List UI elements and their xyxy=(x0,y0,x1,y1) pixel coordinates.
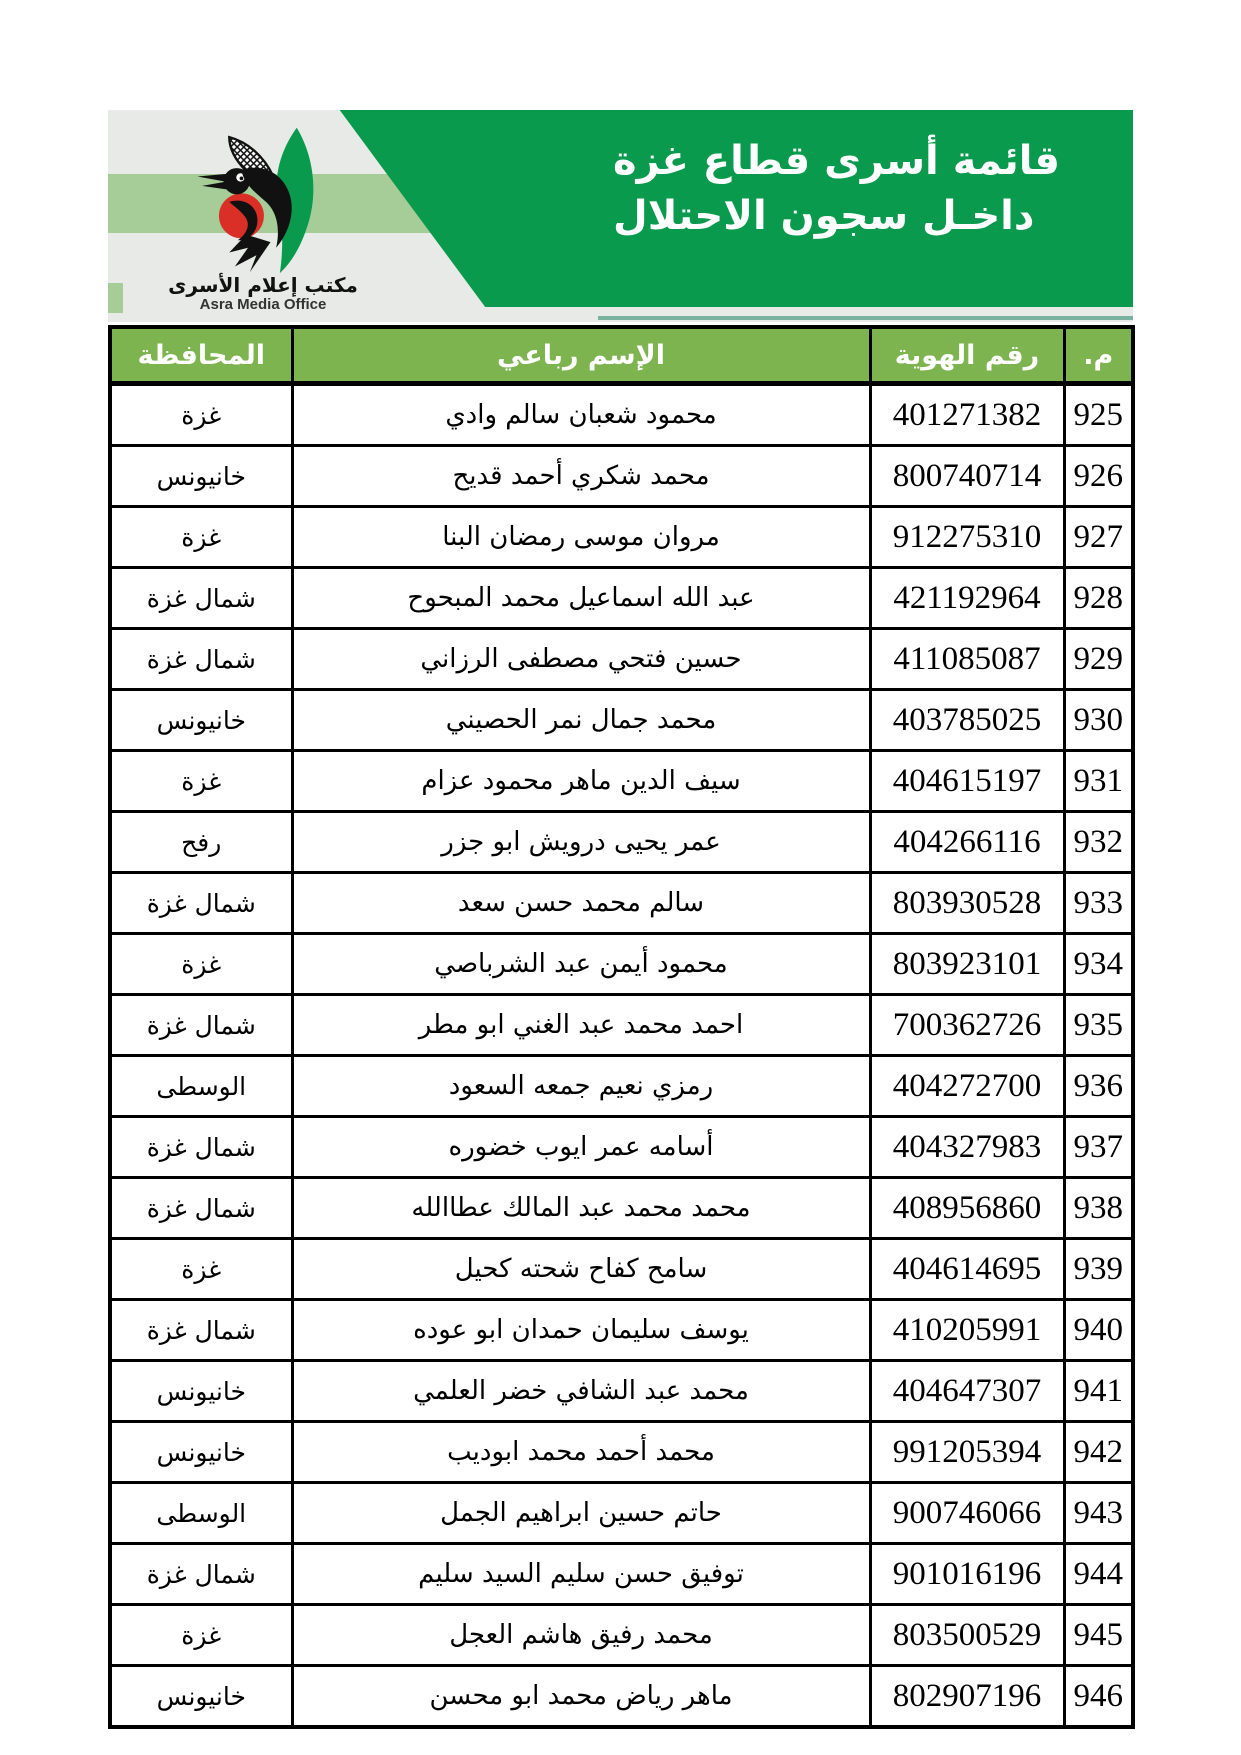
row-name-cell: سيف الدين ماهر محمود عزام xyxy=(292,751,870,812)
prisoners-table-container xyxy=(108,325,1131,1729)
row-name-cell: حسين فتحي مصطفى الرزاني xyxy=(292,629,870,690)
teal-accent-line xyxy=(598,316,1133,320)
table-row xyxy=(110,995,1133,1056)
green-corner-tab xyxy=(108,283,123,313)
row-governorate-cell: رفح xyxy=(110,812,292,873)
row-governorate-cell: شمال غزة xyxy=(110,1300,292,1361)
row-governorate-cell: غزة xyxy=(110,751,292,812)
row-id-number-cell: 900746066 xyxy=(870,1483,1064,1544)
row-name-cell: محمد محمد عبد المالك عطاالله xyxy=(292,1178,870,1239)
row-index-cell: 939 xyxy=(1064,1239,1133,1300)
row-id-number-cell: 901016196 xyxy=(870,1544,1064,1605)
table-row xyxy=(110,690,1133,751)
row-name-cell: محمود أيمن عبد الشرباصي xyxy=(292,934,870,995)
row-id-number-cell: 404615197 xyxy=(870,751,1064,812)
row-id-number-cell: 802907196 xyxy=(870,1666,1064,1728)
row-governorate-cell: غزة xyxy=(110,384,292,446)
row-index-cell: 936 xyxy=(1064,1056,1133,1117)
table-row xyxy=(110,1605,1133,1666)
row-id-number-cell: 803923101 xyxy=(870,934,1064,995)
row-id-number-cell: 401271382 xyxy=(870,384,1064,446)
row-id-number-cell: 421192964 xyxy=(870,568,1064,629)
row-name-cell: عبد الله اسماعيل محمد المبحوح xyxy=(292,568,870,629)
header-banner xyxy=(108,110,1133,322)
row-id-number-cell: 991205394 xyxy=(870,1422,1064,1483)
row-governorate-cell: خانيونس xyxy=(110,446,292,507)
table-row xyxy=(110,384,1133,446)
row-governorate-cell: غزة xyxy=(110,507,292,568)
col-header-full-name: الإسم رباعي xyxy=(292,327,870,384)
asra-media-office-logo xyxy=(148,124,378,320)
table-row xyxy=(110,1056,1133,1117)
row-governorate-cell: شمال غزة xyxy=(110,1544,292,1605)
row-governorate-cell: الوسطى xyxy=(110,1056,292,1117)
table-row xyxy=(110,446,1133,507)
row-id-number-cell: 800740714 xyxy=(870,446,1064,507)
row-index-cell: 932 xyxy=(1064,812,1133,873)
table-header-row xyxy=(110,327,1133,384)
row-id-number-cell: 803930528 xyxy=(870,873,1064,934)
row-name-cell: محمود شعبان سالم وادي xyxy=(292,384,870,446)
row-name-cell: أسامه عمر ايوب خضوره xyxy=(292,1117,870,1178)
row-index-cell: 940 xyxy=(1064,1300,1133,1361)
table-row xyxy=(110,1666,1133,1728)
row-name-cell: ماهر رياض محمد ابو محسن xyxy=(292,1666,870,1728)
row-name-cell: يوسف سليمان حمدان ابو عوده xyxy=(292,1300,870,1361)
row-index-cell: 941 xyxy=(1064,1361,1133,1422)
bird-logo-icon xyxy=(188,124,338,274)
row-index-cell: 935 xyxy=(1064,995,1133,1056)
col-header-governorate: المحافظة xyxy=(110,327,292,384)
row-id-number-cell: 410205991 xyxy=(870,1300,1064,1361)
col-header-id-number: رقم الهوية xyxy=(870,327,1064,384)
row-id-number-cell: 912275310 xyxy=(870,507,1064,568)
row-index-cell: 937 xyxy=(1064,1117,1133,1178)
row-index-cell: 928 xyxy=(1064,568,1133,629)
logo-english-name: Asra Media Office xyxy=(199,296,327,313)
table-row xyxy=(110,1239,1133,1300)
row-name-cell: توفيق حسن سليم السيد سليم xyxy=(292,1544,870,1605)
row-index-cell: 929 xyxy=(1064,629,1133,690)
row-name-cell: محمد أحمد محمد ابوديب xyxy=(292,1422,870,1483)
table-row xyxy=(110,1300,1133,1361)
table-row xyxy=(110,568,1133,629)
title-line-1: قائمة أسرى قطاع غزة xyxy=(613,138,1060,184)
row-index-cell: 930 xyxy=(1064,690,1133,751)
table-row xyxy=(110,873,1133,934)
row-index-cell: 934 xyxy=(1064,934,1133,995)
table-row xyxy=(110,1361,1133,1422)
row-index-cell: 942 xyxy=(1064,1422,1133,1483)
row-index-cell: 927 xyxy=(1064,507,1133,568)
table-row xyxy=(110,1117,1133,1178)
row-id-number-cell: 404266116 xyxy=(870,812,1064,873)
row-governorate-cell: الوسطى xyxy=(110,1483,292,1544)
row-governorate-cell: شمال غزة xyxy=(110,873,292,934)
row-name-cell: مروان موسى رمضان البنا xyxy=(292,507,870,568)
table-row xyxy=(110,629,1133,690)
table-row xyxy=(110,934,1133,995)
row-governorate-cell: خانيونس xyxy=(110,1666,292,1728)
row-governorate-cell: خانيونس xyxy=(110,1422,292,1483)
row-id-number-cell: 404614695 xyxy=(870,1239,1064,1300)
row-governorate-cell: خانيونس xyxy=(110,690,292,751)
col-header-index: م. xyxy=(1064,327,1133,384)
table-row xyxy=(110,1422,1133,1483)
row-id-number-cell: 403785025 xyxy=(870,690,1064,751)
row-id-number-cell: 411085087 xyxy=(870,629,1064,690)
row-id-number-cell: 700362726 xyxy=(870,995,1064,1056)
row-governorate-cell: شمال غزة xyxy=(110,995,292,1056)
row-name-cell: سالم محمد حسن سعد xyxy=(292,873,870,934)
logo-arabic-name: مكتب إعلام الأسرى xyxy=(168,273,358,297)
row-id-number-cell: 404327983 xyxy=(870,1117,1064,1178)
row-index-cell: 933 xyxy=(1064,873,1133,934)
row-id-number-cell: 803500529 xyxy=(870,1605,1064,1666)
row-governorate-cell: غزة xyxy=(110,1605,292,1666)
row-id-number-cell: 404272700 xyxy=(870,1056,1064,1117)
row-name-cell: محمد شكري أحمد قديح xyxy=(292,446,870,507)
row-name-cell: احمد محمد عبد الغني ابو مطر xyxy=(292,995,870,1056)
table-row xyxy=(110,1544,1133,1605)
table-row xyxy=(110,1178,1133,1239)
row-governorate-cell: شمال غزة xyxy=(110,568,292,629)
row-index-cell: 931 xyxy=(1064,751,1133,812)
row-index-cell: 943 xyxy=(1064,1483,1133,1544)
prisoners-table xyxy=(108,325,1135,1729)
table-body xyxy=(110,384,1133,1728)
row-name-cell: محمد جمال نمر الحصيني xyxy=(292,690,870,751)
row-name-cell: رمزي نعيم جمعه السعود xyxy=(292,1056,870,1117)
row-id-number-cell: 408956860 xyxy=(870,1178,1064,1239)
row-index-cell: 946 xyxy=(1064,1666,1133,1728)
title-line-2: داخـل سجون الاحتلال xyxy=(613,193,1035,239)
row-governorate-cell: غزة xyxy=(110,934,292,995)
row-id-number-cell: 404647307 xyxy=(870,1361,1064,1422)
row-governorate-cell: خانيونس xyxy=(110,1361,292,1422)
document-title xyxy=(613,134,1118,244)
row-name-cell: محمد رفيق هاشم العجل xyxy=(292,1605,870,1666)
tail-feathers xyxy=(229,235,270,273)
row-name-cell: سامح كفاح شحته كحيل xyxy=(292,1239,870,1300)
row-index-cell: 944 xyxy=(1064,1544,1133,1605)
row-governorate-cell: شمال غزة xyxy=(110,1117,292,1178)
row-index-cell: 938 xyxy=(1064,1178,1133,1239)
row-name-cell: حاتم حسين ابراهيم الجمل xyxy=(292,1483,870,1544)
table-row xyxy=(110,751,1133,812)
row-governorate-cell: شمال غزة xyxy=(110,629,292,690)
row-index-cell: 926 xyxy=(1064,446,1133,507)
table-row xyxy=(110,507,1133,568)
red-emblem xyxy=(219,193,264,238)
row-governorate-cell: شمال غزة xyxy=(110,1178,292,1239)
table-row xyxy=(110,812,1133,873)
row-governorate-cell: غزة xyxy=(110,1239,292,1300)
row-index-cell: 945 xyxy=(1064,1605,1133,1666)
row-name-cell: عمر يحيى درويش ابو جزر xyxy=(292,812,870,873)
row-index-cell: 925 xyxy=(1064,384,1133,446)
row-name-cell: محمد عبد الشافي خضر العلمي xyxy=(292,1361,870,1422)
table-row xyxy=(110,1483,1133,1544)
